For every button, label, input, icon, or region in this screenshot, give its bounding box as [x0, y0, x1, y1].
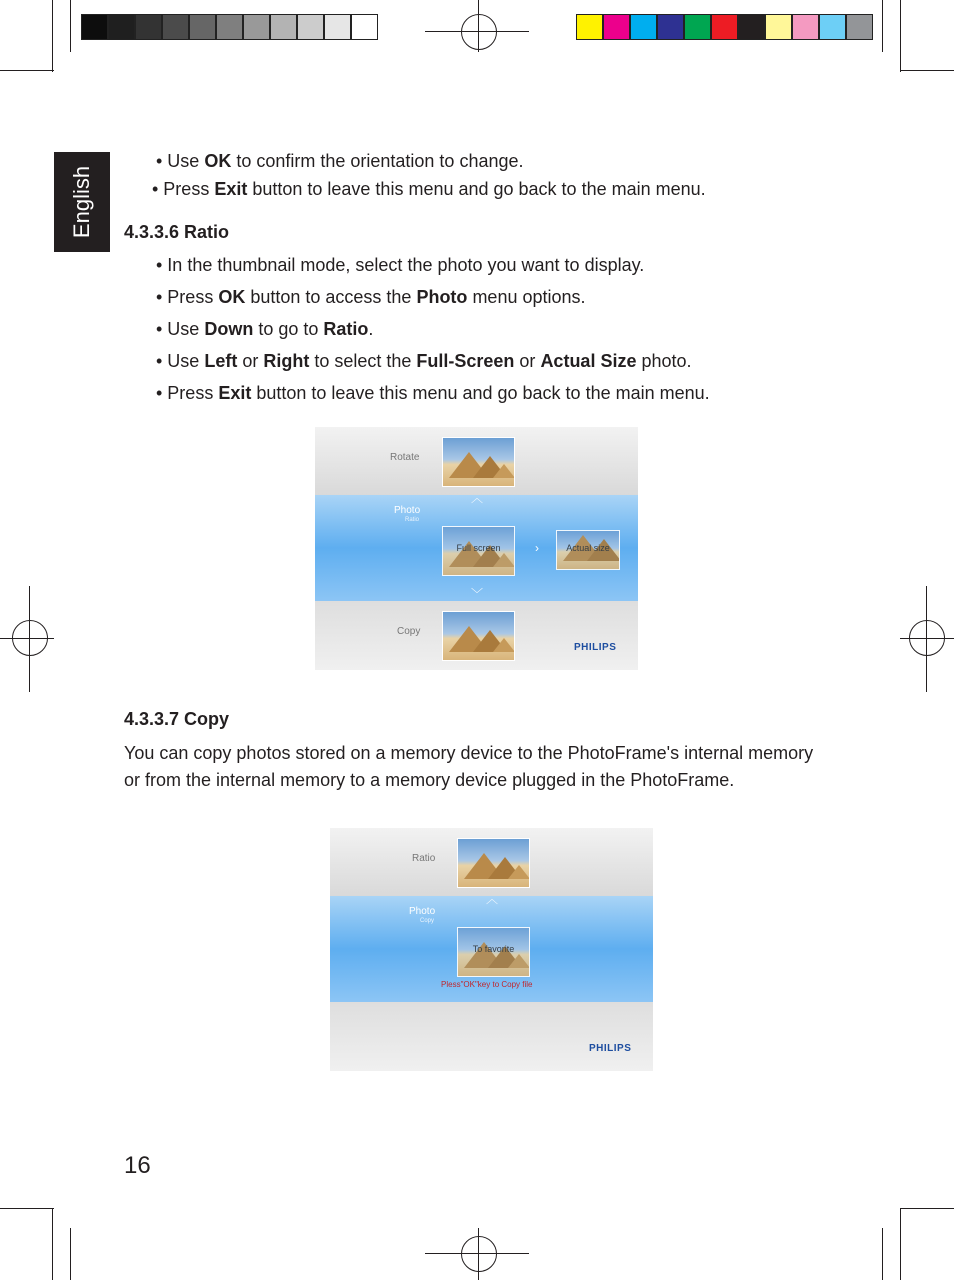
- color-swatch: [270, 14, 297, 40]
- philips-logo: PHILIPS: [574, 642, 617, 653]
- chevron-up-icon: ︿: [471, 491, 484, 505]
- bold-text: Down: [204, 319, 254, 339]
- crop-mark: [900, 1208, 954, 1209]
- menu-label-ratio: Ratio: [412, 853, 436, 864]
- color-swatch: [738, 14, 765, 40]
- crop-mark: [900, 1208, 901, 1280]
- bold-text: Left: [204, 351, 238, 371]
- bold-text: Exit: [214, 179, 248, 199]
- philips-logo: PHILIPS: [589, 1043, 632, 1054]
- chevron-right-icon: ›: [535, 541, 539, 555]
- crop-mark: [478, 0, 479, 52]
- crop-mark: [52, 1208, 53, 1280]
- intro-line: [156, 150, 524, 172]
- text: • Press: [156, 383, 219, 403]
- text: .: [368, 319, 374, 339]
- color-swatch: [792, 14, 819, 40]
- step-line: [156, 382, 710, 404]
- text: • Use: [156, 319, 205, 339]
- text: • Use: [156, 151, 205, 171]
- to-favorite-option: [457, 927, 530, 977]
- crop-mark: [0, 70, 54, 71]
- bold-text: Exit: [218, 383, 252, 403]
- color-swatch: [846, 14, 873, 40]
- actual-size-option: [556, 530, 620, 570]
- color-swatch: [657, 14, 684, 40]
- step-line: • In the thumbnail mode, select the photo you want to display.: [156, 255, 645, 275]
- color-swatch: [630, 14, 657, 40]
- crop-mark: [425, 31, 529, 32]
- step-line: [156, 350, 692, 372]
- bold-text: Full-Screen: [416, 351, 515, 371]
- color-swatch: [189, 14, 216, 40]
- registration-mark: [461, 1236, 497, 1272]
- text: button to leave this menu and go back to the main menu.: [251, 383, 710, 403]
- language-tab: [54, 152, 110, 252]
- color-swatch: [135, 14, 162, 40]
- section-heading: 4.3.3.6 Ratio: [124, 222, 230, 242]
- crop-mark: [882, 1228, 883, 1280]
- color-swatch: [297, 14, 324, 40]
- option-label: Actual size: [566, 543, 610, 553]
- chevron-down-icon: ﹀: [471, 587, 484, 601]
- color-swatch: [324, 14, 351, 40]
- bold-text: OK: [204, 151, 232, 171]
- text: menu options.: [467, 287, 586, 307]
- copy-menu-screenshot: [330, 828, 653, 1071]
- crop-mark: [52, 0, 53, 72]
- color-swatch: [711, 14, 738, 40]
- ratio-menu-screenshot: [315, 427, 638, 670]
- intro-line: [152, 178, 706, 200]
- step-line: [156, 318, 373, 340]
- text: to select the: [309, 351, 417, 371]
- menu-sublabel-ratio: Ratio: [405, 517, 420, 523]
- text: button to access the: [245, 287, 417, 307]
- page-number: 16: [124, 1152, 151, 1179]
- copy-hint-text: Pless"OK"key to Copy file: [441, 980, 533, 989]
- crop-mark: [900, 638, 954, 639]
- menu-label-rotate: Rotate: [390, 452, 420, 463]
- text: button to leave this menu and go back to the main menu.: [247, 179, 706, 199]
- text: • Use: [156, 351, 205, 371]
- crop-mark: [425, 1253, 529, 1254]
- text: to confirm the orientation to change.: [231, 151, 524, 171]
- crop-mark: [0, 638, 54, 639]
- registration-mark: [461, 14, 497, 50]
- crop-mark: [900, 0, 901, 72]
- crop-mark: [70, 0, 71, 52]
- photo-thumbnail: [457, 838, 530, 888]
- color-swatch: [819, 14, 846, 40]
- color-swatch: [576, 14, 603, 40]
- bold-text: OK: [218, 287, 246, 307]
- color-swatch: [243, 14, 270, 40]
- option-label: To favorite: [472, 944, 515, 954]
- text: • Press: [152, 179, 215, 199]
- section-heading: 4.3.3.7 Copy: [124, 709, 230, 729]
- color-swatch: [684, 14, 711, 40]
- crop-mark: [478, 1228, 479, 1280]
- option-label: Full screen: [456, 543, 501, 553]
- crop-mark: [900, 70, 954, 71]
- bold-text: Right: [263, 351, 310, 371]
- color-swatch: [351, 14, 378, 40]
- text: photo.: [636, 351, 692, 371]
- crop-mark: [29, 586, 30, 692]
- crop-mark: [926, 586, 927, 692]
- menu-label-photo: Photo: [409, 906, 436, 917]
- color-swatch: [162, 14, 189, 40]
- bold-text: Photo: [416, 287, 468, 307]
- color-swatch: [603, 14, 630, 40]
- photo-thumbnail: [442, 437, 515, 487]
- menu-row-empty: [330, 1002, 653, 1071]
- bold-text: Ratio: [323, 319, 369, 339]
- photo-thumbnail: [442, 611, 515, 661]
- text: • Press: [156, 287, 219, 307]
- menu-label-photo: Photo: [394, 505, 421, 516]
- full-screen-option: [442, 526, 515, 576]
- text: to go to: [253, 319, 324, 339]
- text: or: [237, 351, 264, 371]
- step-line: [156, 286, 586, 308]
- color-swatch: [81, 14, 108, 40]
- crop-mark: [70, 1228, 71, 1280]
- menu-label-copy: Copy: [397, 626, 421, 637]
- language-label: English: [69, 165, 94, 239]
- chevron-up-icon: ︿: [486, 892, 499, 906]
- color-swatch: [216, 14, 243, 40]
- color-swatch: [108, 14, 135, 40]
- crop-mark: [0, 1208, 54, 1209]
- bold-text: Actual Size: [540, 351, 637, 371]
- crop-mark: [882, 0, 883, 52]
- text: or: [514, 351, 541, 371]
- body-paragraph: You can copy photos stored on a memory device to the PhotoFrame's internal memory or from the internal memory to a memory device plugged in the PhotoFrame.: [124, 743, 814, 790]
- menu-sublabel-copy: Copy: [420, 918, 435, 924]
- color-swatch: [765, 14, 792, 40]
